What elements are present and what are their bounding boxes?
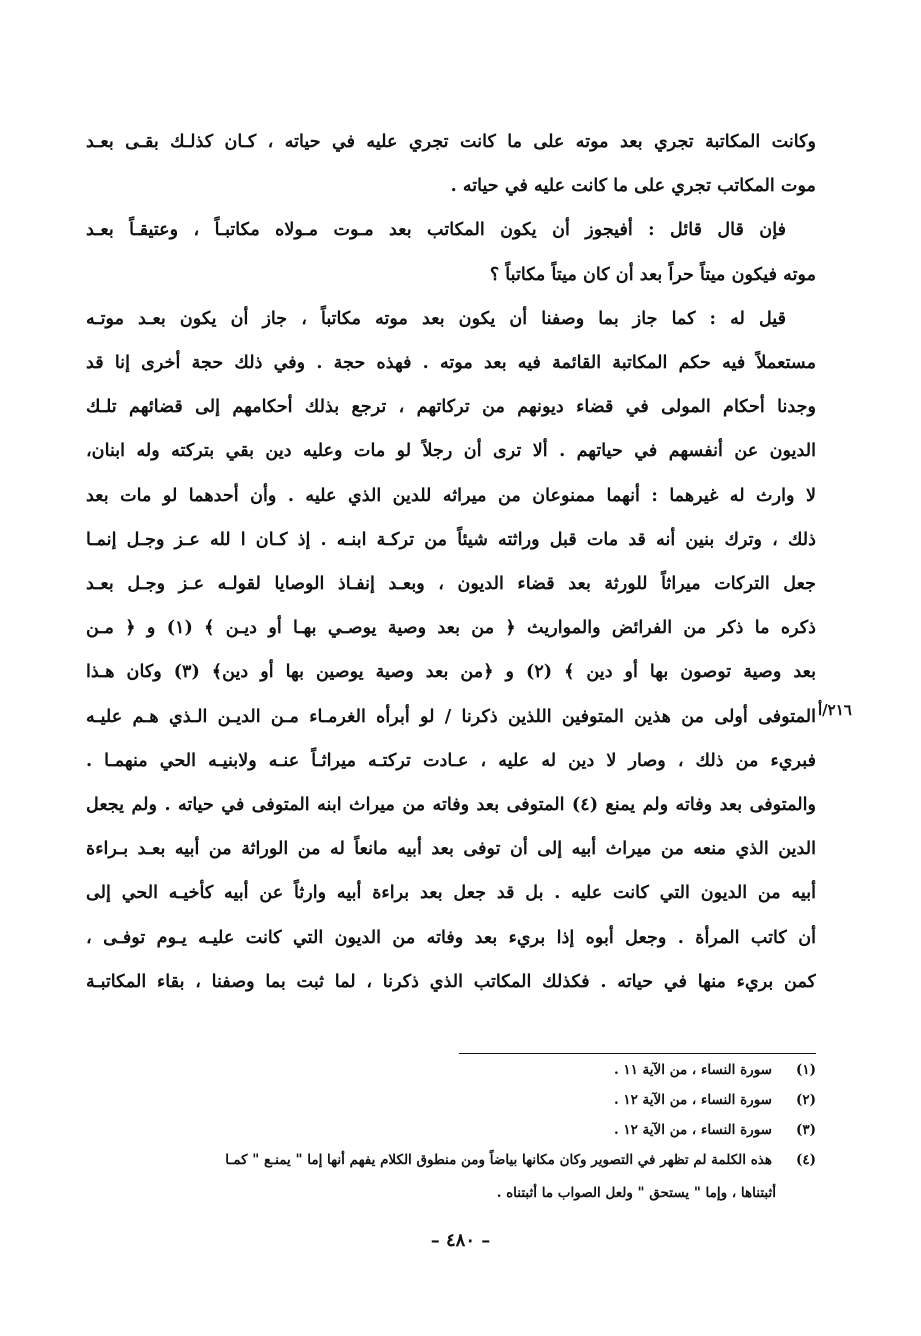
footnote-item [86, 1055, 816, 1085]
footnote-continuation: أثبتناها ، وإما " يستحق " ولعل الصواب ما أثبتناه . [496, 1185, 776, 1201]
footnote-separator [459, 1053, 816, 1054]
footnote-text: هذه الكلمة لم تظهر في التصوير وكان مكانها بياضاً ومن منطوق الكلام يفهم أنها إما " يمنـع " كمـا [225, 1152, 772, 1168]
text-line: مستعملاً فيه حكم المكاتبة القائمة فيه بعد موته . فهذه حجة . وفي ذلك حجة أخرى إنا قد [86, 352, 816, 373]
footnote-number: (٢) [795, 1092, 816, 1108]
text-line: الدين الذي منعه من ميراث أبيه إلى أن توفى بعد أبيه مانعاً له من الوراثة من أبيه بعـد بـراءة [86, 838, 816, 860]
manuscript-folio-note: ٢١٦/أ [818, 701, 852, 719]
footnote-text: سورة النساء ، من الآية ١٢ . [613, 1092, 772, 1108]
text-line: جعل التركات ميراثاً للورثة بعد قضاء الديون ، وبعـد إنفـاذ الوصايا لقولـه عـز وجـل بعـد [86, 573, 816, 594]
footnote-item [86, 1145, 816, 1175]
text-line: ذلك ، وترك بنين أنه قد مات قبل وراثته شيئاً من تركـة ابنـه . إذ كـان ا لله عـز وجـل إنمـا [86, 528, 816, 550]
text-line: كمن بريء منها في حياته . فكذلك المكاتب الذي ذكرنا ، لما ثبت بما وصفنا ، بقاء المكاتبـة [86, 970, 816, 992]
text-line: وجدنا أحكام المولى في قضاء ديونهم من تركاتهم ، ترجع بذلك أحكامهم إلى قضائهم تلـك [86, 396, 816, 418]
text-line: بعد وصية توصون بها أو دين ﴾ (٢) و ﴿من بعد وصية يوصين بها أو دين﴾ (٣) وكان هـذا [86, 661, 816, 683]
text-line: وكانت المكاتبة تجري بعد موته على ما كانت تجري عليه في حياته ، كـان كذلـك بقـى بعـد [86, 131, 816, 152]
text-line: والمتوفى بعد وفاته ولم يمنع (٤) المتوفى بعد وفاته من ميراث ابنه المتوفى في حياته . ولم يجعل [86, 794, 816, 815]
footnote-number: (٤) [795, 1152, 816, 1168]
text-line: أن كاتب المرأة . وجعل أبوه إذا بريء بعد وفاته من الديون التي كانت عليـه يـوم توفـى ، [86, 926, 816, 948]
footnote-text: سورة النساء ، من الآية ١٢ . [613, 1122, 772, 1138]
text-line: أبيه من الديون التي كانت عليه . بل قد جعل بعد براءة أبيه وارثاً عن أبيه كأخيـه الحي إلى [86, 882, 816, 904]
text-line: المتوفى أولى من هذين المتوفين اللذين ذكرنا / لو أبرأه الغرمـاء مـن الديـن الـذي هـم عليـه [86, 705, 816, 727]
text-line: فبريء من ذلك ، وصار لا دين له عليه ، عـادت تركتـه ميراثـاً عنـه ولابنيـه الحي منهمـا . [86, 749, 816, 771]
text-line: قيل له : كما جاز بما وصفنا أن يكون بعد موته مكاتباً ، جاز أن يكون بعـد موتـه [86, 307, 786, 329]
text-line: فإن قال قائل : أفيجوز أن يكون المكاتب بعد مـوت مـولاه مكاتبـاً ، وعتيقـاً بعـد [86, 219, 786, 241]
text-line: الديون عن أنفسهم في حياتهم . ألا ترى أن رجلاً لو مات وعليه دين بقي بتركته وله ابنان، [86, 440, 816, 462]
footnote-number: (٣) [795, 1122, 816, 1138]
text-line: موته فيكون ميتاً حراً بعد أن كان ميتاً مكاتباً ؟ [489, 263, 816, 285]
text-line: موت المكاتب تجري على ما كانت عليه في حياته . [450, 175, 816, 197]
text-line: لا وارث له غيرهما : أنهما ممنوعان من ميراثه للدين الذي عليه . وأن أحدهما لو مات بعد [86, 484, 816, 506]
footnote-item [86, 1115, 816, 1145]
footnote-text: سورة النساء ، من الآية ١١ . [613, 1062, 772, 1078]
page-number: – ٤٨٠ – [430, 1230, 491, 1251]
footnote-item [86, 1085, 816, 1115]
footnote-number: (١) [795, 1062, 816, 1078]
text-line: ذكره ما ذكر من الفرائض والمواريث ﴿ من بعد وصية يوصـي بهـا أو ديـن ﴾ (١) و ﴿ مـن [86, 617, 816, 639]
